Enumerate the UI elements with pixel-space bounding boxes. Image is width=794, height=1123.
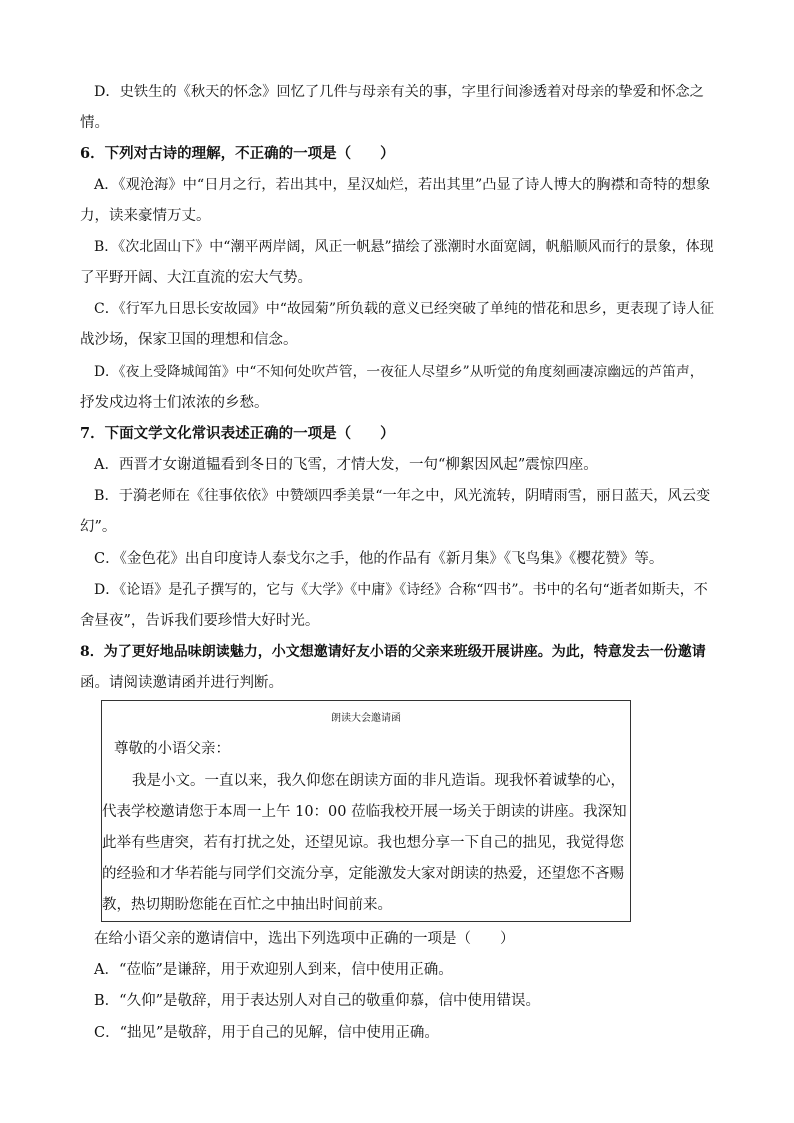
q7-option-c: C．《金色花》出自印度诗人泰戈尔之手，他的作品有《新月集》《飞鸟集》《樱花赞》等。 [94, 551, 664, 567]
q6-option-c-line1: C．《行军九日思长安故园》中“故园菊”所负载的意义已经突破了单纯的惜花和思乡，更表现了诗人征 [94, 301, 715, 317]
q6-option-a-line1: A．《观沧海》中“日月之行，若出其中，星汉灿烂，若出其里”凸显了诗人博大的胸襟和奇特的想象 [94, 177, 711, 193]
letter-body-line1: 我是小文。一直以来，我久仰您在朗读方面的非凡造诣。现我怀着诚挚的心， [132, 773, 625, 789]
q6-option-b-line1: B．《次北固山下》中“潮平两岸阔，风正一帆悬”描绘了涨潮时水面宽阔，帆船顺风而行的景象，体现 [94, 239, 714, 255]
letter-greeting: 尊敬的小语父亲： [114, 741, 230, 757]
q7-option-b-line1: B．于漪老师在《往事依依》中赞颂四季美景“一年之中，风光流转，阴晴雨雪，丽日蓝天，风云变 [94, 488, 711, 504]
letter-body-line4: 的经验和才华若能与同学们交流分享，定能激发大家对朗读的热爱，还望您不吝赐 [102, 866, 624, 882]
q5-option-d-line1: D．史铁生的《秋天的怀念》回忆了几件与母亲有关的事，字里行间渗透着对母亲的挚爱和怀念之 [94, 84, 704, 100]
invitation-letter-box [101, 700, 631, 922]
question-8-stem-line2: 函。请阅读邀请函并进行判断。 [80, 675, 283, 691]
q8-question-prompt: 在给小语父亲的邀请信中，选出下列选项中正确的一项是（ ） [94, 931, 515, 947]
q8-option-c: C．“拙见”是敬辞，用于自己的见解，信中使用正确。 [94, 1025, 439, 1041]
q7-option-d-line1: D．《论语》是孔子撰写的，它与《大学》《中庸》《诗经》合称“四书”。书中的名句“逝者如斯夫，不 [94, 582, 708, 598]
letter-title: 朗读大会邀请函 [331, 713, 401, 724]
letter-body-line3: 此举有些唐突，若有打扰之处，还望见谅。我也想分享一下自己的拙见，我觉得您 [102, 835, 624, 851]
q5-option-d-line2: 情。 [80, 115, 109, 131]
q7-option-b-line2: 幻”。 [80, 519, 117, 535]
q6-option-d-line1: D．《夜上受降城闻笛》中“不知何处吹芦管，一夜征人尽望乡”从听觉的角度刻画凄凉幽远的芦笛声， [94, 364, 704, 380]
q7-option-a: A．西晋才女谢道韫看到冬日的飞雪，才情大发，一句“柳絮因风起”震惊四座。 [94, 457, 598, 473]
q6-option-d-line2: 抒发戍边将士们浓浓的乡愁。 [80, 395, 269, 411]
question-8-stem-line1: 8．为了更好地品味朗读魅力，小文想邀请好友小语的父亲来班级开展讲座。为此，特意发去一份邀请 [80, 644, 706, 660]
q6-option-b-line2: 了平野开阔、大江直流的宏大气势。 [80, 270, 312, 286]
letter-body-line2: 代表学校邀请您于本周一上午 10：00 莅临我校开展一场关于朗读的讲座。我深知 [102, 804, 627, 820]
q6-option-a-line2: 力，读来豪情万丈。 [80, 208, 211, 224]
q8-option-a: A．“莅临”是谦辞，用于欢迎别人到来，信中使用正确。 [94, 962, 453, 978]
q7-option-d-line2: 舍昼夜”，告诉我们要珍惜大好时光。 [80, 613, 320, 629]
q6-option-c-line2: 战沙场，保家卫国的理想和信念。 [80, 332, 298, 348]
question-7-stem: 7．下面文学文化常识表述正确的一项是（ ） [80, 425, 395, 442]
question-6-stem: 6．下列对古诗的理解，不正确的一项是（ ） [80, 145, 395, 162]
letter-body-line5: 教，热切期盼您能在百忙之中抽出时间前来。 [102, 897, 392, 913]
q8-option-b: B．“久仰”是敬辞，用于表达别人对自己的敬重仰慕，信中使用错误。 [94, 993, 540, 1009]
